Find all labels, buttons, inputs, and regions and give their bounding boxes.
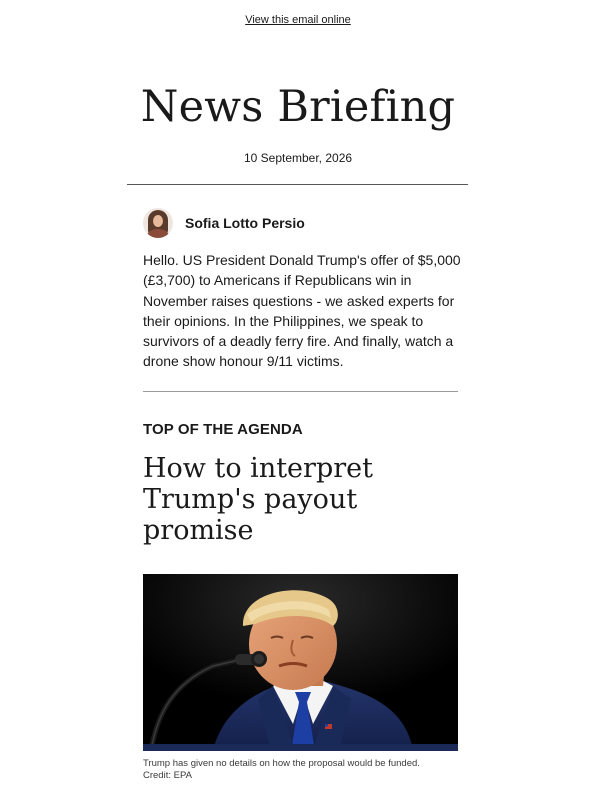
author-name: Sofia Lotto Persio: [185, 215, 305, 231]
avatar: [143, 208, 173, 238]
author-byline: [143, 208, 305, 238]
intro-paragraph: Hello. US President Donald Trump's offer of $5,000 (£3,700) to Americans if Republicans win in November raises questions - we asked experts for their opinions. In the Philippines, we speak to survivors of a deadly ferry fire. And finally, watch a drone show honour 9/11 victims.: [143, 252, 461, 370]
photo-credit: Credit: EPA: [143, 770, 192, 781]
issue-date: 10 September, 2026: [243, 151, 353, 165]
story-headline[interactable]: How to interpret Trump's payout promise: [143, 453, 373, 546]
view-online-link[interactable]: View this email online: [245, 14, 351, 26]
section-divider: [143, 391, 458, 392]
section-label: TOP OF THE AGENDA: [143, 421, 303, 438]
header-divider: [127, 184, 468, 185]
story-photo[interactable]: [143, 574, 458, 751]
caption-text: Trump has given no details on how the proposal would be funded.: [143, 758, 420, 769]
trump-photo-illustration: [143, 574, 458, 751]
newsletter-title: News Briefing: [140, 82, 456, 132]
photo-caption: [143, 758, 463, 782]
